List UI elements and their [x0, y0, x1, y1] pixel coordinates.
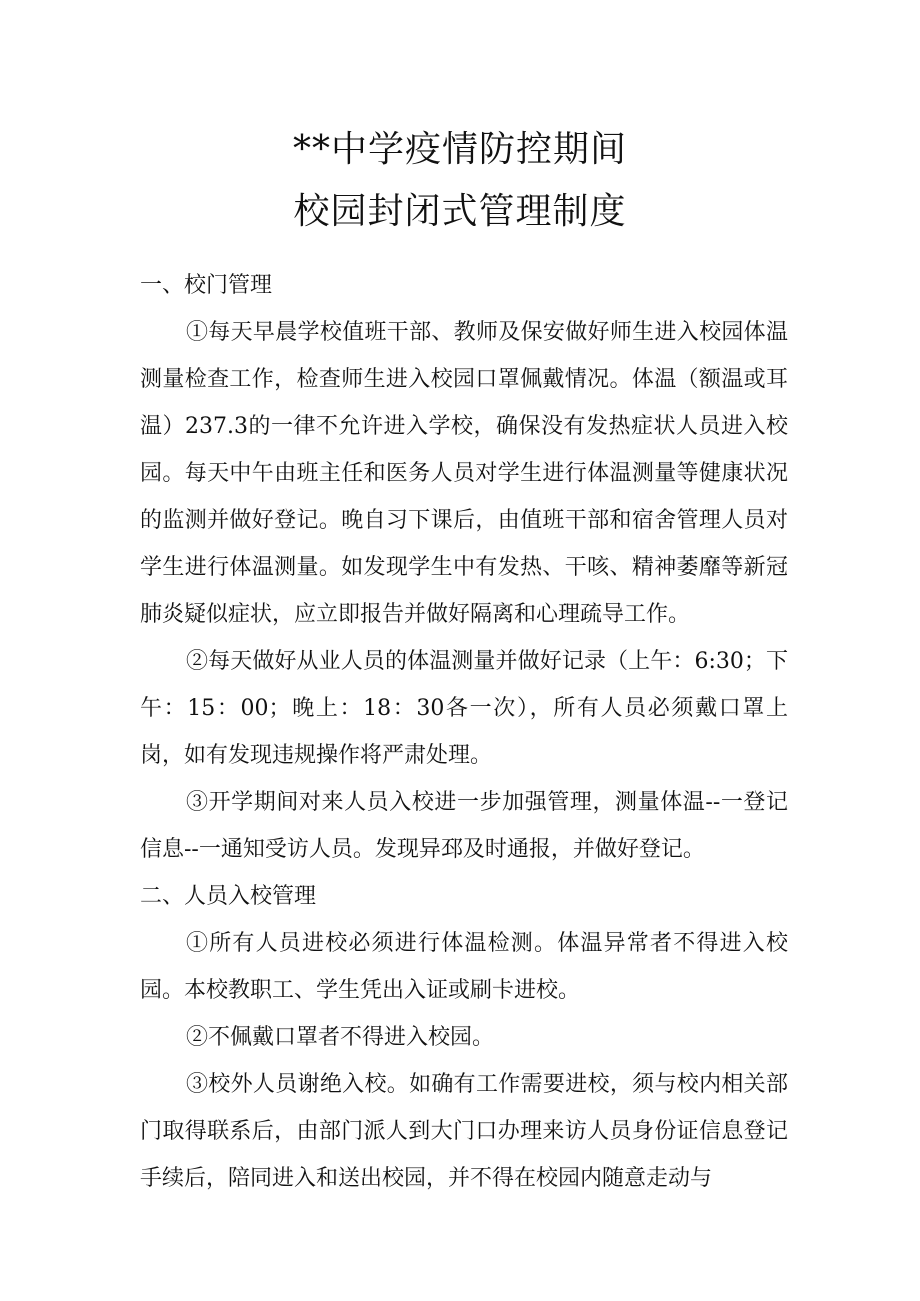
paragraph-entry-3: ③校外人员谢绝入校。如确有工作需要进校，须与校内相关部门取得联系后，由部门派人到大门口办理来访人员身份证信息登记手续后，陪同进入和送出校园，并不得在校园内随意走动与: [140, 1072, 788, 1191]
paragraph-entry-2: ②不佩戴口罩者不得进入校园。: [186, 1025, 495, 1050]
paragraph-gate-1: ①每天早晨学校值班干部、教师及保安做好师生进入校园体温测量检查工作，检查师生进入校园口罩佩戴情况。体温（额温或耳温）237.3的一律不允许进入学校，确保没有发热症状人员进入校园。每天中午由班主任和医务人员对学生进行体温测量等健康状况的监测并做好登记。晚自习下课后，由值班干部和宿舍管理人员对学生进行体温测量。如发现学生中有发热、干咳、精神萎靡等新冠肺炎疑似症状，应立即报告并做好隔离和心理疏导工作。: [140, 320, 788, 627]
section-heading-gate: 一、校门管理: [140, 273, 273, 298]
document-title-line-1: **中学疫情防控期间: [292, 129, 627, 170]
section-heading-entry: 二、人员入校管理: [140, 884, 317, 909]
document-body: [140, 262, 788, 1202]
paragraph-gate-3: ③开学期间对来人员入校进一步加强管理，测量体温--一登记信息--一通知受访人员。发现异邳及时通报，并做好登记。: [140, 790, 788, 862]
document-title-line-2: 校园封闭式管理制度: [293, 191, 627, 232]
paragraph-gate-2: ②每天做好从业人员的体温测量并做好记录（上午：6:30；下午：15：00；晚上：18：30各一次），所有人员必须戴口罩上岗，如有发现违规操作将严肃处理。: [140, 649, 788, 768]
paragraph-entry-1: ①所有人员进校必须进行体温检测。体温异常者不得进入校园。本校教职工、学生凭出入证或刷卡进校。: [140, 931, 788, 1003]
